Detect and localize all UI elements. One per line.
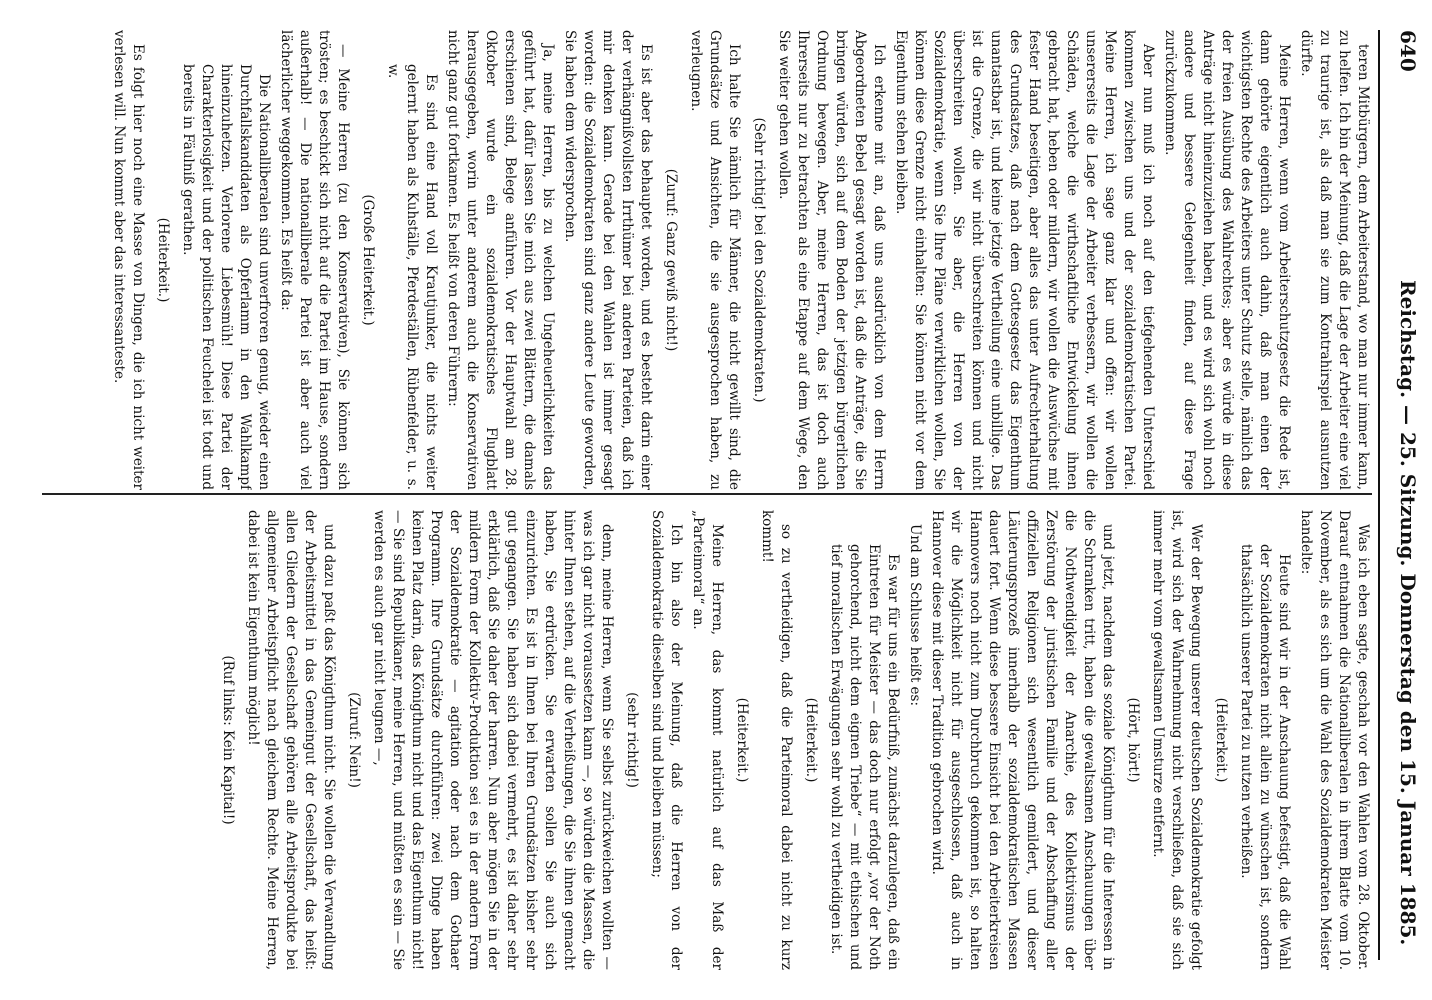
interjection: (Heiterkeit.)	[1213, 697, 1229, 783]
column-divider	[42, 493, 1372, 495]
paragraph: und jetzt, nachdem das soziale Königthum für die Interessen in die Schranken tritt, haben die gewaltsamen Anschauungen über die Nothwendigkeit der Anarchie, des Kollektivismus der Zerstörung der juristischen Familie und der Abschaffung aller offiziellen Religionen sich wesentlich gemildert, und dieser Läuterungsprozeß innerhalb der sozialdemokratischen Massen dauert fort. Wenn diese bessere Einsicht bei den Arbeiterkreisen Hannovers noch nicht zum Durchbruch gekommen ist, so halten wir die Möglichkeit nicht für ausgeschlossen, daß auch in Hannover diese mit dieser Tradition gebrochen wird.	[929, 510, 1116, 970]
quotation: Es sind eine Hand voll Krautjunker, die nichts weiter gelernt haben als Kuhställe, Pferdeställen, Rübenfelder, u. s. w.	[385, 64, 439, 490]
paragraph: Und am Schlusse heißt es:	[907, 524, 923, 706]
paragraph: Aber nun muß ich noch auf den tiefgehenden Unterschied kommen zwischen uns und der sozialdemokratischen Partei. Meine Herren, ich sage ganz klar und offen: wir wollen unsererseits die Lage der Arbeiter verbessern, wir wollen die Schäden, welche die wirthschaftliche Entwickelung ihnen gebracht hat, heben oder mildern, wir wollen die Auswüchse mit fester Hand beseitigen, aber alles das unter Aufrechterhaltung des Grundsatzes, daß nach dem Gottesgesetz das Eigenthum unantastbar ist, und keine jetzige Vertheilung eine unbillige. Das ist die Grenze, die wir nicht überschreiten können und nicht überschreiten wollen. Sie aber, die Herren von der Sozialdemokratie, wenn Sie Ihre Pläne verwirklichen wollen, Sie können diese Grenze nicht einhalten: Sie können nicht vor dem Eigenthum stehen bleiben.	[893, 30, 1156, 490]
paragraph: Meine Herren, das kommt natürlich auf das Maß der „Parteimoral“ an.	[690, 510, 725, 970]
page-number: 640	[1396, 30, 1420, 72]
quotation: Es war für uns ein Bedürfniß, zunächst darzulegen, daß ein Eintreten für Meister — das doch nur erfolgt „vor der Noth gehorchend, nicht dem eignen Triebe“ — mit ethischen und tief moralischen Erwägungen sehr wohl zu vertheidigen ist.	[828, 544, 901, 970]
quotation: Die Nationalliberalen sind unverfroren genug, wieder einen Durchfallskandidaten als Opferlamm in den Wahlkampf hineinzuhetzen. Verlorene Liebesmüh! Diese Partei der Charakterlosigkeit und der politischen Feuchelei ist todt und bereits in Fäulniß gerathen.	[180, 64, 272, 490]
interjection: (Heiterkeit.)	[803, 697, 819, 783]
interjection: (Hört, hört!)	[1125, 697, 1141, 783]
paragraph: Meine Herren, wenn vom Arbeiterschutzgesetz die Rede ist, dann gehörte eigentlich auch dahin, daß man einen der wichtigsten Rechte des Arbeiters unter Schutz stelle, nämlich das der freien Ausübung des Wahlrechtes; aber es würde in diese Anträge nicht hineinzuziehen haben, und es wird sich wohl noch andere und bessere Gelegenheit finden, auf diese Frage zurückzukommen.	[1162, 30, 1292, 490]
page-header	[1380, 30, 1420, 960]
right-column	[12, 510, 1372, 970]
interjection: (Zuruf: Nein!)	[346, 692, 362, 788]
paragraph: Es ist aber das behauptet worden, und es besteht darin einer der verhängnißvollsten Irrthümer bei anderen Parteien, daß ich mir denken kann. Gerade bei den Wahlen ist immer gesagt worden: die Sozialdemokraten sind ganz andere Leute geworden, Sie haben dem widersprochen.	[562, 30, 654, 490]
paragraph: Was ich eben sagte, geschah vor den Wahlen vom 28. Oktober. Darauf entnahmen die Nationalliberalen in ihrem Blatte vom 10. November, als es sich um die Wahl des Sozialdemokraten Meister handelte:	[1298, 510, 1371, 970]
interjection: (Zuruf: Ganz gewiß nicht!)	[663, 168, 679, 352]
paragraph: teren Mitbürgern, dem Arbeiterstand, wo man nur immer kann, zu helfen. Ich bin der Meinung, daß die Lage der Arbeiter eine viel zu traurige ist, als daß man sie zum Kontrahirspiel ausnutzen dürfte.	[1298, 30, 1371, 490]
interjection: (Heiterkeit.)	[734, 697, 750, 783]
running-title: Reichstag. — 25. Sitzung. Donnerstag den 15. Januar 1885.	[1396, 280, 1420, 946]
paragraph: denn, meine Herren, wenn Sie selbst zurückweichen wollten — was ich gar nicht voraussetzen kann —, so würden die Massen, die hinter Ihnen stehen, auf die Verheißungen, die Sie ihnen gemacht haben, Sie erdrücken. Sie erwarten sollen Sie auch sich einzurichten. Es ist in Ihnen bei Ihren Grundsätzen bisher sehr gut gegangen. Sie haben sich dabei vermehrt, es ist daher sehr erklärlich, daß Sie daher der harren. Nun aber mögen Sie in der mildern Form der Kollektiv-Produktion sei es in der andern Form der Sozialdemokratie — agitation oder nach dem Gothaer Programm. Ihre Grundsätze durchführen: zwei Dinge haben keinen Platz darin, das Königthum nicht und das Eigenthum nicht! — Sie sind Republikaner, meine Herren, und müßten es sein — Sie werden es auch gar nicht leugnen —,	[371, 510, 615, 970]
interjection: (Sehr richtig! bei den Sozialdemokraten.)	[751, 117, 767, 403]
paragraph: Wer der Bewegung unserer deutschen Sozialdemokratie gefolgt ist, wird sich der Wahrnehmung nicht verschließen, daß sie sich immer mehr vom gewaltsamen Umsturze entfernt.	[1150, 510, 1204, 970]
paragraph: Ich halte Sie nämlich für Männer, die nicht gewillt sind, die Grundsätze und Ansichten, die sie ausgesprochen haben, zu verleugnen.	[688, 30, 742, 490]
paragraph: Ja, meine Herren, bis zu welchen Ungeheuerlichkeiten das geführt hat, dafür lassen Sie mich aus zwei Blättern, die damals erschienen sind, Belege anführen. Vor der Hauptwahl am 28. Oktober wurde ein sozialdemokratisches Flugblatt herausgegeben, worin unter anderem auch die Konservativen nicht ganz gut fortkamen. Es heißt von deren Führern:	[445, 30, 556, 490]
interjection: (Ruf links: Kein Kapital!)	[220, 655, 236, 825]
paragraph: Es folgt hier noch eine Masse von Dingen, die ich nicht weiter verlesen will. Nun kommt aber das interessanteste.	[111, 30, 146, 490]
paragraph: Ich bin also der Meinung, daß die Herren von der Sozialdemokratie dieselben sind und bleiben müssen;	[649, 510, 684, 970]
left-column	[12, 30, 1372, 490]
paragraph: Ich erkenne mit an, daß uns ausdrücklich von dem Herrn Abgeordneten Bebel gesagt worden ist, daß die Anträge, die Sie bringen würden, sich auf dem Boden der jetzigen bürgerlichen Ordnung bewegen. Aber, meine Herren, das ist doch auch Ihrerseits nur zu betrachten als eine Etappe auf dem Wege, den Sie weiter gehen wollen.	[776, 30, 887, 490]
interjection: (Große Heiterkeit.)	[360, 194, 376, 326]
paragraph: und dazu paßt das Königthum nicht. Sie wollen die Verwandlung der Arbeitsmittel in das Gemeingut der Gesellschaft, das heißt: allen Gliedern der Gesellschaft gehören alle Arbeitsprodukte bei allgemeiner Arbeitspflicht nach gleichem Rechte. Meine Herren, dabei ist kein Eigenthum möglich!	[245, 510, 337, 970]
header-rule	[1378, 30, 1380, 960]
quotation: Heute sind wir in der Anschauung befestigt, daß die Wahl der Sozialdemokraten nicht allein zu wünschen ist, sondern thatsächlich unserer Partei zu nutzen verheißen.	[1238, 544, 1292, 970]
paragraph: — Meine Herren (zu den Konservativen), Sie können sich trösten; es beschickt sich nicht auf die Partei im Hause, sondern außerhalb! — Die nationalliberale Partei ist aber auch viel lächerlicher weggekommen. Es heißt da:	[278, 30, 351, 490]
interjection: (sehr richtig!)	[624, 692, 640, 788]
interjection: (Heiterkeit.)	[155, 217, 171, 303]
paragraph: so zu vertheidigen, daß die Parteimoral dabei nicht zu kurz kommt!	[759, 510, 794, 970]
